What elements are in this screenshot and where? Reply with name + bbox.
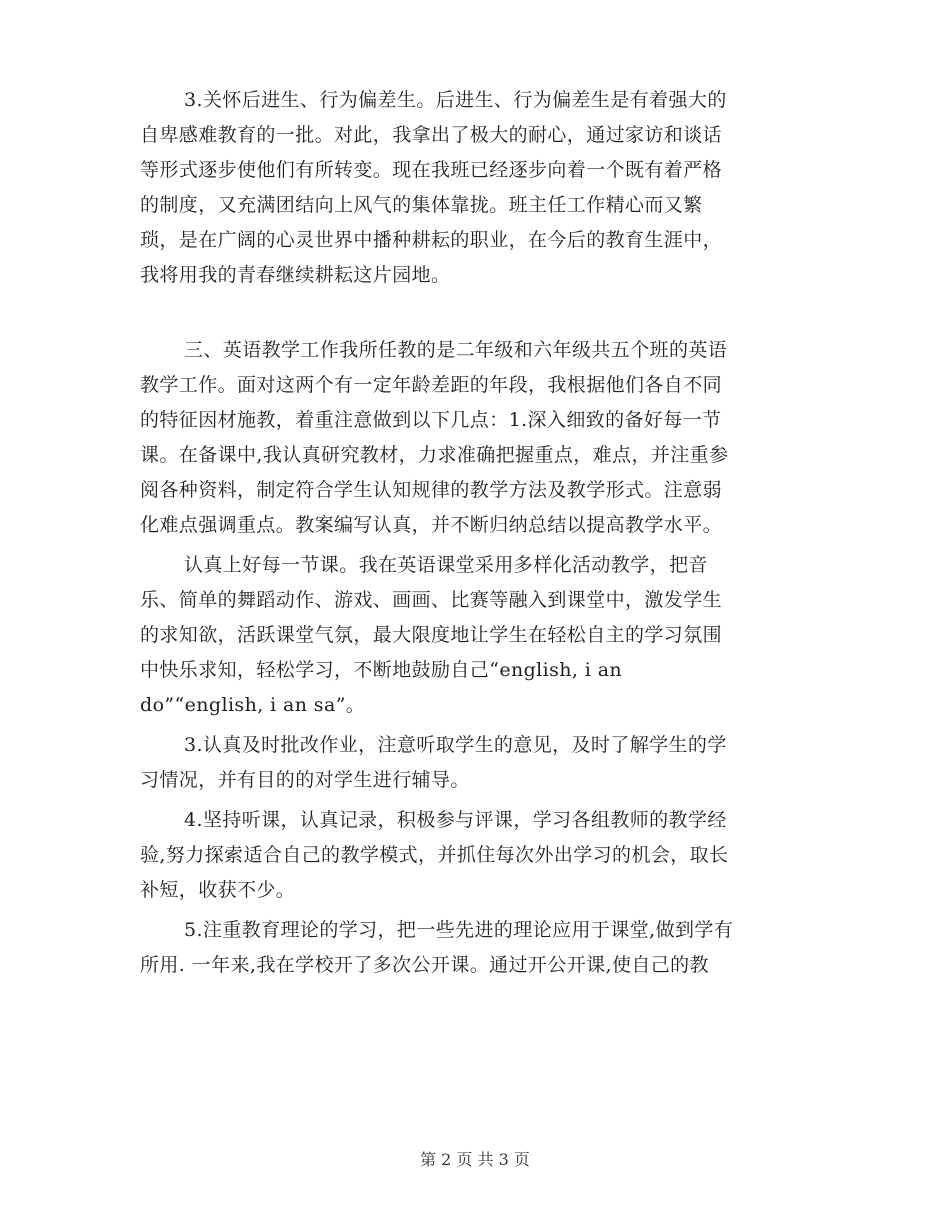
text-line: 课。在备课中,我认真研究教材，力求准确把握重点，难点，并注重参 [140, 444, 729, 466]
text-line: 的特征因材施教，着重注意做到以下几点：1.深入细致的备好每一节 [140, 409, 722, 431]
text-line: 的求知欲，活跃课堂气氛，最大限度地让学生在轻松自主的学习氛围 [140, 624, 723, 646]
text-line: 补短，收获不少。 [140, 879, 296, 901]
text-line: 琐，是在广阔的心灵世界中播种耕耘的职业，在今后的教育生涯中， [140, 229, 723, 251]
text-line: 中快乐求知，轻松学习，不断地鼓励自己“english, i an [140, 659, 623, 681]
text-line: 化难点强调重点。教案编写认真，并不断归纳总结以提高教学水平。 [140, 514, 723, 536]
text-line: 习情况，并有目的的对学生进行辅导。 [140, 769, 470, 791]
text-line: 认真上好每一节课。我在英语课堂采用多样化活动教学，把音 [184, 554, 708, 576]
text-line: 等形式逐步使他们有所转变。现在我班已经逐步向着一个既有着严格 [140, 159, 723, 181]
text-line: 3.关怀后进生、行为偏差生。后进生、行为偏差生是有着强大的 [184, 89, 727, 111]
text-line: 所用. 一年来,我在学校开了多次公开课。通过开公开课,使自己的教 [140, 954, 709, 976]
text-line: 3.认真及时批改作业，注意听取学生的意见，及时了解学生的学 [184, 734, 727, 756]
text-line: 验,努力探索适合自己的教学模式，并抓住每次外出学习的机会，取长 [140, 844, 729, 866]
text-line: 乐、简单的舞蹈动作、游戏、画画、比赛等融入到课堂中，激发学生 [140, 589, 723, 611]
text-line: 的制度，又充满团结向上风气的集体靠拢。班主任工作精心而又繁 [140, 194, 703, 216]
text-line: 我将用我的青春继续耕耘这片园地。 [140, 264, 451, 286]
text-line: 阅各种资料，制定符合学生认知规律的教学方法及教学形式。注意弱 [140, 479, 723, 501]
text-line: 5.注重教育理论的学习，把一些先进的理论应用于课堂,做到学有 [184, 919, 734, 941]
text-line: 4.坚持听课，认真记录，积极参与评课，学习各组教师的教学经 [184, 809, 727, 831]
page-number-footer: 第 2 页 共 3 页 [420, 1150, 530, 1169]
text-line: do”“english, i an sa”。 [140, 694, 366, 716]
text-line: 三、英语教学工作我所任教的是二年级和六年级共五个班的英语 [184, 339, 728, 361]
text-line: 自卑感难教育的一批。对此，我拿出了极大的耐心，通过家访和谈话 [140, 124, 723, 146]
text-line: 教学工作。面对这两个有一定年龄差距的年段，我根据他们各自不同 [140, 374, 723, 396]
